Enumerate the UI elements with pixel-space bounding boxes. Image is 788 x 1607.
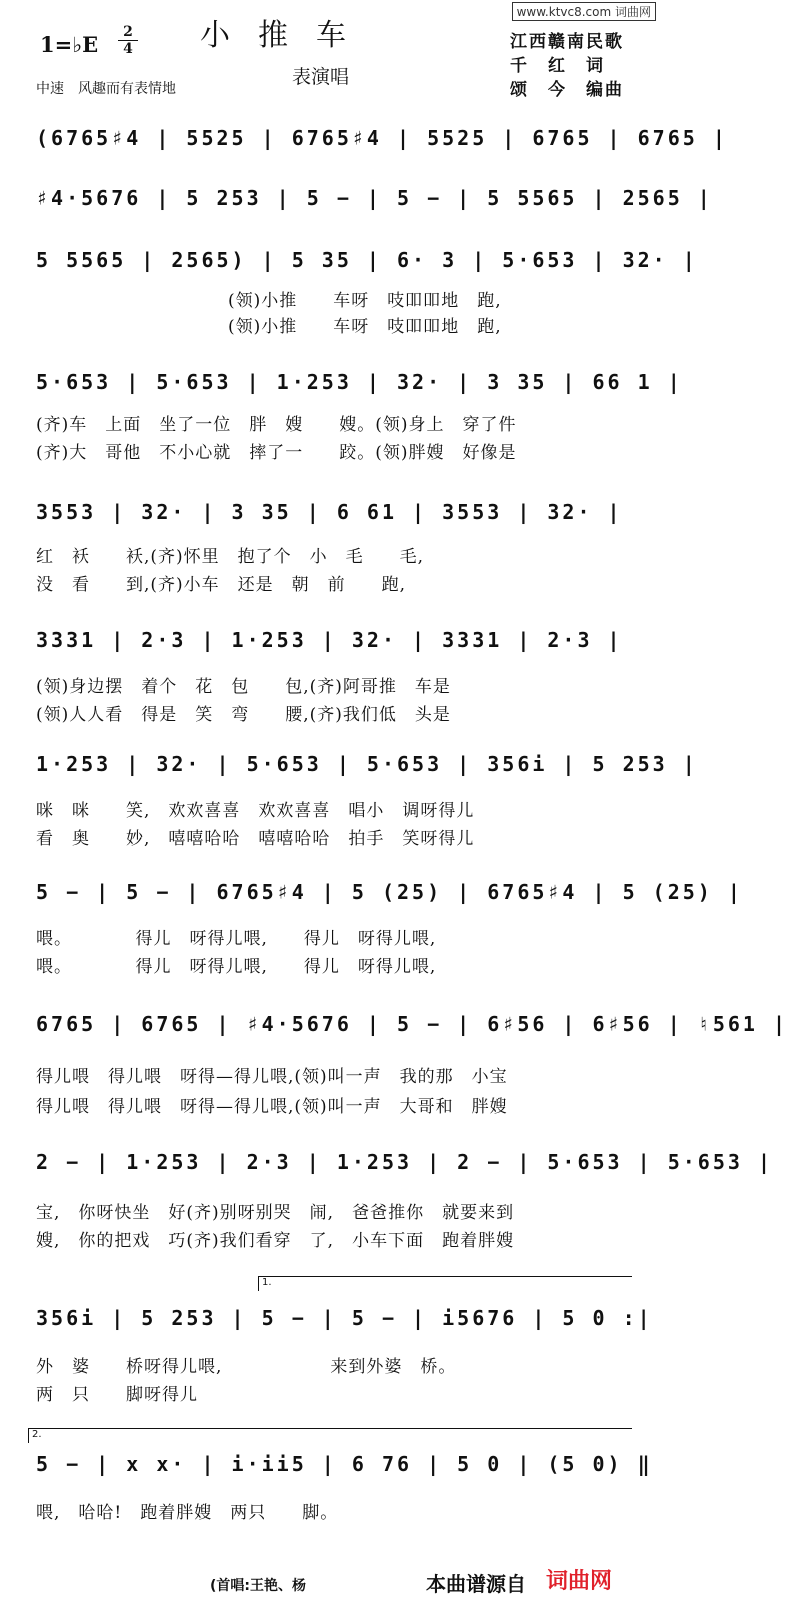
lyric-line-2: (齐)大 哥他 不小心就 摔了一 跤。(领)胖嫂 好像是 [36, 443, 517, 463]
notation-line: 6765 | 6765 | ♯4·5676 | 5 − | 6♯56 | 6♯56 | ♮561 | [36, 1012, 788, 1036]
song-subtitle: 表演唱 [292, 66, 350, 88]
meter-bottom: 4 [118, 40, 138, 57]
volta-first-ending: 1. [258, 1276, 632, 1291]
notation-line: (6765♯4 | 5525 | 6765♯4 | 5525 | 6765 | 6765 | [36, 126, 728, 150]
lyric-line-2: 没 看 到,(齐)小车 还是 朝 前 跑, [36, 575, 407, 595]
lyric-line-1: 红 袄 袄,(齐)怀里 抱了个 小 毛 毛, [36, 547, 425, 567]
lyric-line-2: 两 只 脚呀得儿 [36, 1385, 198, 1405]
lyric-line-2: 得儿喂 得儿喂 呀得—得儿喂,(领)叫一声 大哥和 胖嫂 [36, 1097, 508, 1117]
notation-line: 356i | 5 253 | 5 − | 5 − | i5676 | 5 0 :| [36, 1306, 653, 1330]
notation-line: 5·653 | 5·653 | 1·253 | 32· | 3 35 | 66 1 | [36, 370, 683, 394]
lyric-line-2: 喂。 得儿 呀得儿喂, 得儿 呀得儿喂, [36, 957, 437, 977]
lyric-line-2: 嫂, 你的把戏 巧(齐)我们看穿 了, 小车下面 跑着胖嫂 [36, 1231, 515, 1251]
notation-line: 5 5565 | 2565) | 5 35 | 6· 3 | 5·653 | 32· | [36, 248, 698, 272]
source-watermark: 本曲谱源自 [426, 1572, 526, 1596]
lyric-line-1: 外 婆 桥呀得儿喂, 来到外婆 桥。 [36, 1357, 457, 1377]
notation-line: ♯4·5676 | 5 253 | 5 − | 5 − | 5 5565 | 2565 | [36, 186, 713, 210]
lyric-line-2: 看 奥 妙, 嘻嘻哈哈 嘻嘻哈哈 拍手 笑呀得儿 [36, 829, 475, 849]
notation-line: 3553 | 32· | 3 35 | 6 61 | 3553 | 32· | [36, 500, 623, 524]
performer-credit: (首唱:王艳、杨 [210, 1578, 306, 1594]
lyric-line-2: (领)人人看 得是 笑 弯 腰,(齐)我们低 头是 [36, 705, 451, 725]
volta-second-ending: 2. [28, 1428, 632, 1443]
time-signature [118, 24, 138, 57]
lyric-line-1: 宝, 你呀快坐 好(齐)别呀别哭 闹, 爸爸推你 就要来到 [36, 1203, 515, 1223]
song-credits [510, 30, 624, 102]
lyric-line-1: (领)小推 车呀 吱吅吅地 跑, [228, 291, 502, 311]
notation-line: 5 − | 5 − | 6765♯4 | 5 (25) | 6765♯4 | 5 (25) | [36, 880, 743, 904]
lyric-line-1: 得儿喂 得儿喂 呀得—得儿喂,(领)叫一声 我的那 小宝 [36, 1067, 508, 1087]
song-title: 小推车 [200, 18, 374, 53]
credit-lyricist: 千 红 词 [510, 56, 605, 76]
key-signature: 1=♭E [40, 32, 99, 57]
lyric-line-1: (领)身边摆 着个 花 包 包,(齐)阿哥推 车是 [36, 677, 451, 697]
credit-origin: 江西赣南民歌 [510, 32, 624, 52]
lyric-line-1: 喂。 得儿 呀得儿喂, 得儿 呀得儿喂, [36, 929, 437, 949]
tempo-marking: 中速 风趣而有表情地 [36, 81, 176, 97]
lyric-line-1: 喂, 哈哈! 跑着胖嫂 两只 脚。 [36, 1503, 339, 1523]
notation-line: 3331 | 2·3 | 1·253 | 32· | 3331 | 2·3 | [36, 628, 623, 652]
site-logo-text[interactable]: 词曲网 [546, 1569, 613, 1594]
lyric-line-2: (领)小推 车呀 吱吅吅地 跑, [228, 317, 502, 337]
lyric-line-1: 咪 咪 笑, 欢欢喜喜 欢欢喜喜 唱小 调呀得儿 [36, 801, 475, 821]
meter-top: 2 [123, 24, 133, 40]
credit-arranger: 颂 今 编曲 [510, 80, 624, 100]
notation-line: 1·253 | 32· | 5·653 | 5·653 | 356i | 5 253 | [36, 752, 698, 776]
lyric-line-1: (齐)车 上面 坐了一位 胖 嫂 嫂。(领)身上 穿了件 [36, 415, 517, 435]
notation-line: 2 − | 1·253 | 2·3 | 1·253 | 2 − | 5·653 | 5·653 | [36, 1150, 774, 1174]
notation-line: 5 − | x x· | i·ii5 | 6 76 | 5 0 | (5 0) ‖ [36, 1452, 653, 1476]
watermark-url[interactable]: www.ktvc8.com 词曲网 [512, 2, 656, 21]
